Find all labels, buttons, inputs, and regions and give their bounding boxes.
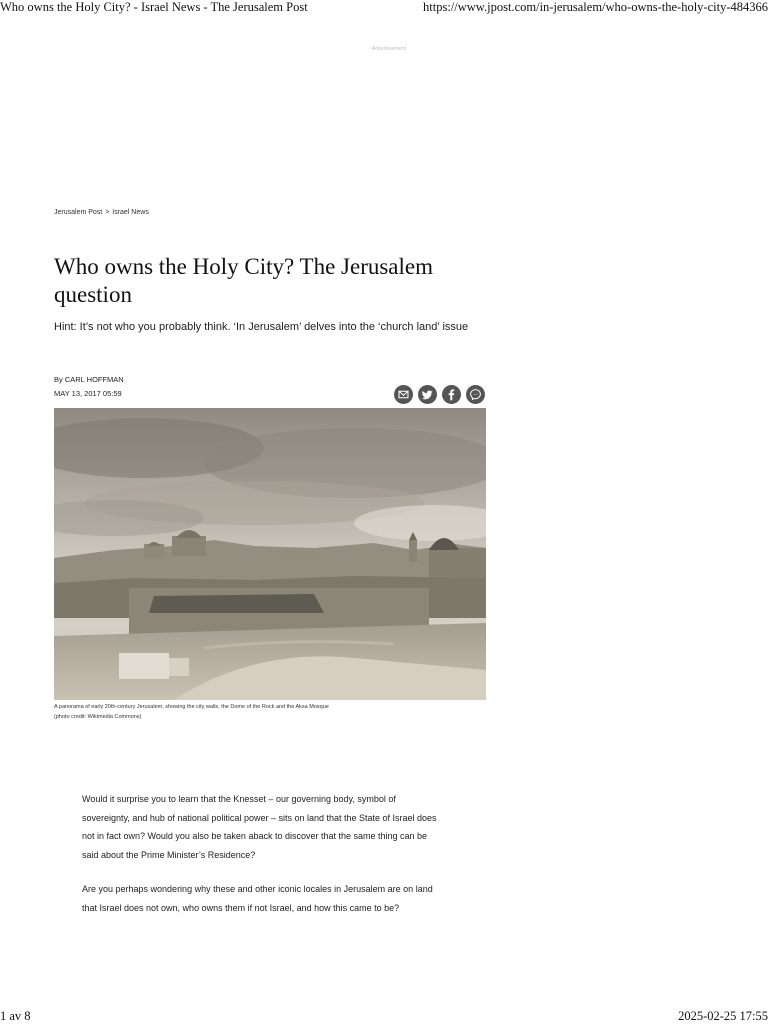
article-byline[interactable]: By CARL HOFFMAN — [54, 375, 124, 384]
article-subtitle: Hint: It’s not who you probably think. ‘In Jerusalem’ delves into the ‘church land’ issue — [54, 321, 469, 333]
print-timestamp: 2025-02-25 17:55 — [678, 1009, 768, 1023]
print-page-title: Who owns the Holy City? - Israel News - The Jerusalem Post — [0, 0, 308, 14]
caption-credit: (photo credit: Wikimedia Commons) — [54, 714, 142, 720]
breadcrumb — [54, 209, 149, 216]
article-title: Who owns the Holy City? The Jerusalem question — [54, 254, 434, 307]
mail-icon[interactable] — [394, 385, 413, 404]
share-bar — [394, 385, 485, 404]
breadcrumb-home-link[interactable]: Jerusalem Post — [54, 209, 103, 216]
facebook-icon[interactable] — [442, 385, 461, 404]
article-paragraph: Are you perhaps wondering why these and other iconic locales in Jerusalem are on land that Israel does not own, who owns them if not Israel, and how this came to be? — [82, 884, 433, 913]
article-body — [82, 790, 442, 933]
article-paragraph: Would it surprise you to learn that the Knesset – our governing body, symbol of sovereignty, and hub of national political power – sits on land that the State of Israel does not in fact own? Would you also be taken aback to discover that the same thing can be said about the Prime Minister’s Residence? — [82, 794, 437, 860]
photo-caption — [54, 702, 494, 722]
twitter-icon[interactable] — [418, 385, 437, 404]
caption-description: A panorama of early 20th-century Jerusalem, showing the city walls, the Dome of the Rock and the Aksa Mosque — [54, 704, 329, 710]
article-date: MAY 13, 2017 05:59 — [54, 389, 122, 398]
advertisement-label: Advertisement — [371, 46, 407, 52]
print-page-url: https://www.jpost.com/in-jerusalem/who-owns-the-holy-city-484366 — [423, 0, 768, 14]
breadcrumb-separator: > — [105, 209, 110, 216]
hero-photo-jerusalem-panorama — [54, 408, 486, 700]
messenger-icon[interactable] — [466, 385, 485, 404]
breadcrumb-section-link[interactable]: Israel News — [112, 209, 149, 216]
print-page-counter: 1 av 8 — [0, 1009, 31, 1023]
